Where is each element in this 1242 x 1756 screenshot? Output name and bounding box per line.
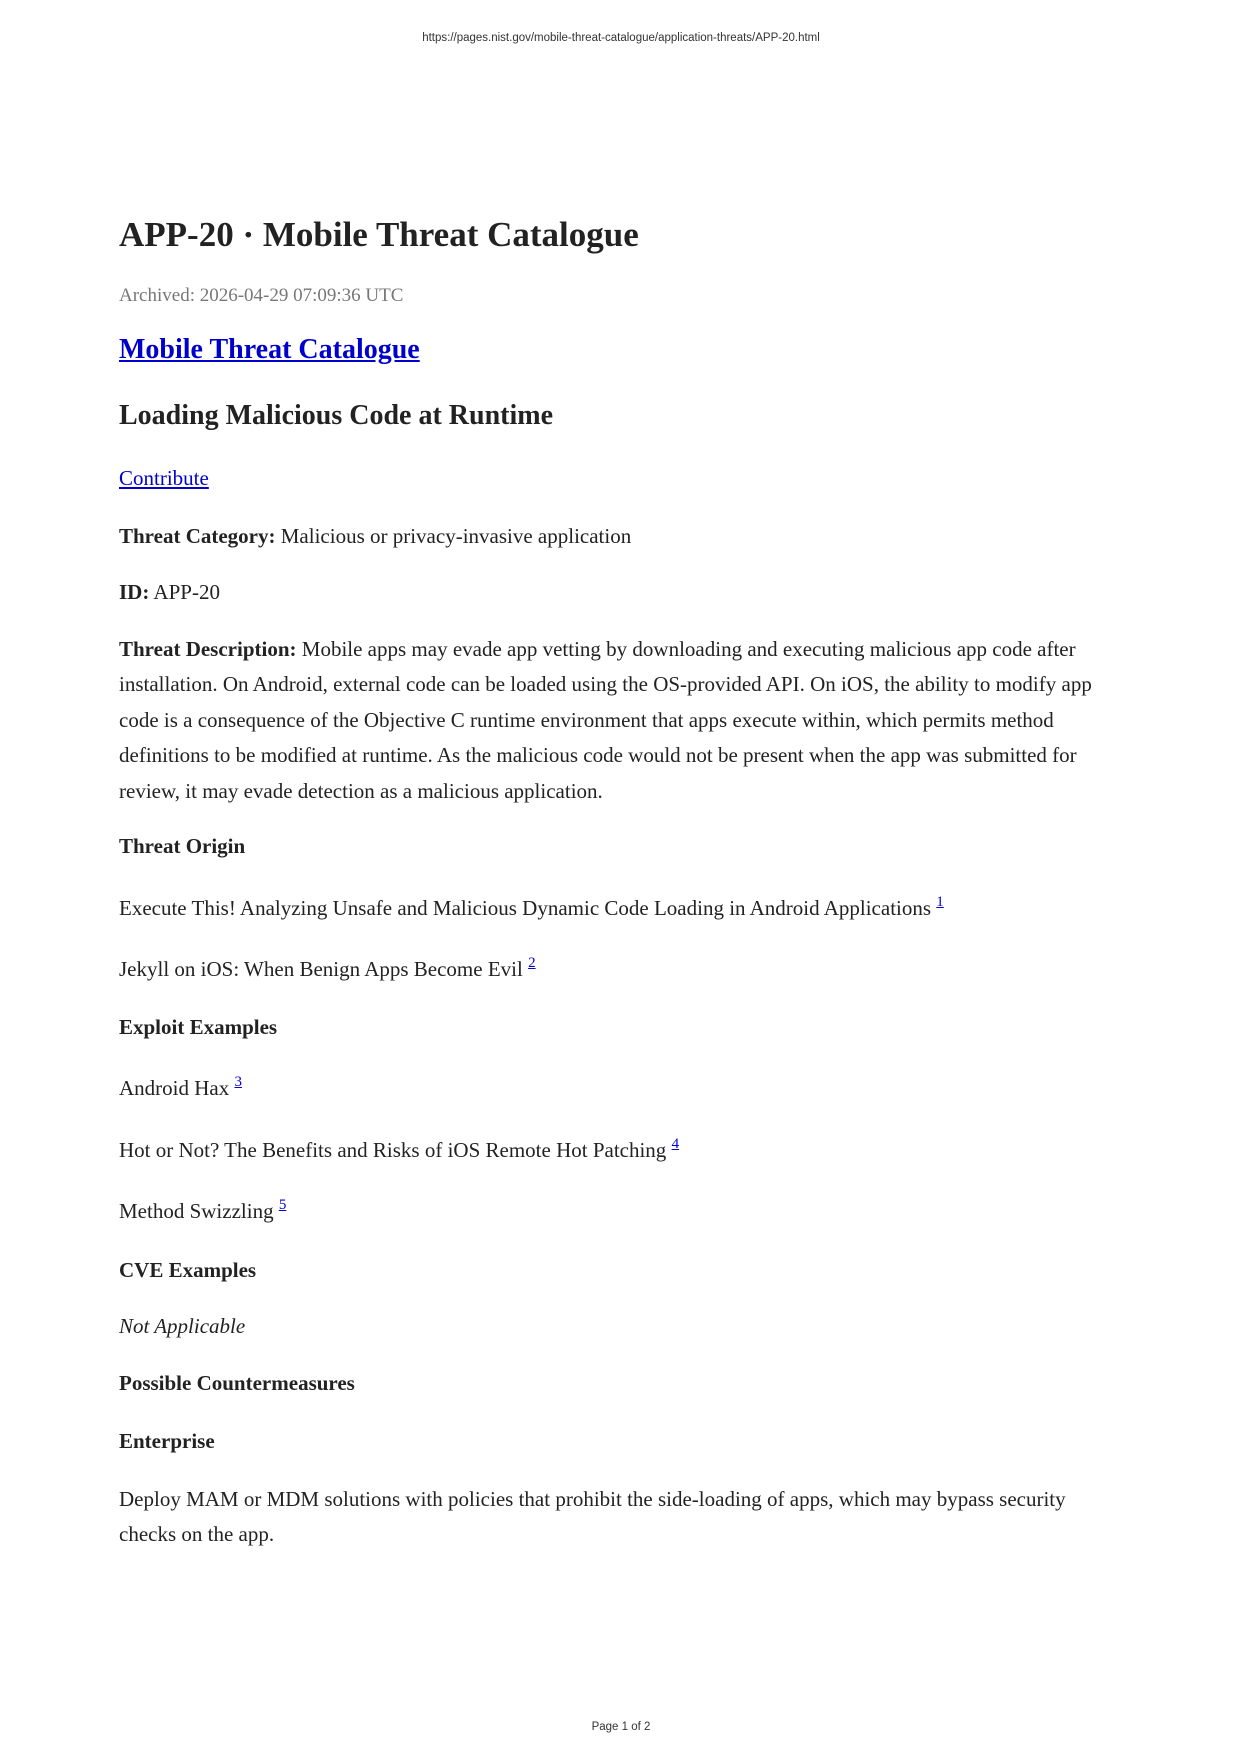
enterprise-countermeasure-text: Deploy MAM or MDM solutions with policies that prohibit the side-loading of apps, which may bypass security checks on the app. <box>119 1486 1066 1546</box>
mobile-threat-catalogue-link[interactable]: Mobile Threat Catalogue <box>119 334 420 365</box>
threat-origin-ref-2 <box>119 952 1124 988</box>
cve-examples-heading: CVE Examples <box>119 1257 257 1282</box>
site-link-heading <box>119 331 1124 369</box>
contribute-paragraph <box>119 461 1124 497</box>
footnote-1-link[interactable]: 1 <box>936 893 944 910</box>
exploit-example-2 <box>119 1133 1124 1169</box>
exploit-example-1 <box>119 1071 1124 1107</box>
threat-category <box>119 519 1124 555</box>
exploit-example-1-text: Android Hax <box>119 1076 235 1100</box>
threat-category-label: Threat Category: <box>119 523 276 548</box>
threat-id-value: APP-20 <box>149 580 220 604</box>
threat-origin-heading: Threat Origin <box>119 834 246 858</box>
threat-origin-ref-1-text: Execute This! Analyzing Unsafe and Malicious Dynamic Code Loading in Android Applications <box>119 895 937 920</box>
contribute-link[interactable]: Contribute <box>119 466 209 490</box>
threat-id-label: ID: <box>119 580 150 604</box>
threat-category-value: Malicious or privacy-invasive application <box>275 523 632 548</box>
exploit-example-3-text: Method Swizzling <box>119 1199 279 1223</box>
threat-description-text: Mobile apps may evade app vetting by downloading and executing malicious app code after installation. On Android, external code can be loaded using the OS-provided API. On iOS, the ability to modify app code is a consequence of the Objective C runtime environment that apps execute within, which permits method definitions to be modified at runtime. As the malicious code would not be present when the app was submitted for review, it may evade detection as a malicious application. <box>119 636 1092 803</box>
countermeasures-heading: Possible Countermeasures <box>119 1370 355 1395</box>
footnote-2-link[interactable]: 2 <box>528 955 536 971</box>
footnote-4-link[interactable]: 4 <box>671 1135 680 1152</box>
footnote-5-link[interactable]: 5 <box>278 1197 287 1213</box>
enterprise-heading: Enterprise <box>119 1429 215 1453</box>
threat-description <box>119 632 1124 810</box>
exploit-example-2-text: Hot or Not? The Benefits and Risks of iOS Remote Hot Patching <box>119 1137 672 1162</box>
exploit-examples-heading: Exploit Examples <box>119 1014 278 1039</box>
document-content <box>119 210 1124 1553</box>
print-header-url: https://pages.nist.gov/mobile-threat-catalogue/application-threats/APP-20.html <box>422 32 820 44</box>
page-title: APP-20 · Mobile Threat Catalogue <box>119 215 639 254</box>
threat-id <box>119 575 1124 611</box>
footnote-3-link[interactable]: 3 <box>234 1074 242 1090</box>
threat-origin-ref-2-text: Jekyll on iOS: When Benign Apps Become Evil <box>119 957 529 981</box>
cve-examples-value: Not Applicable <box>119 1314 246 1338</box>
exploit-example-3 <box>119 1194 1124 1230</box>
archived-timestamp: Archived: 2026-04-29 07:09:36 UTC <box>119 285 404 306</box>
page-number: Page 1 of 2 <box>591 1721 651 1733</box>
threat-origin-ref-1 <box>119 891 1124 927</box>
threat-description-label: Threat Description: <box>119 636 297 661</box>
threat-title: Loading Malicious Code at Runtime <box>119 400 554 431</box>
